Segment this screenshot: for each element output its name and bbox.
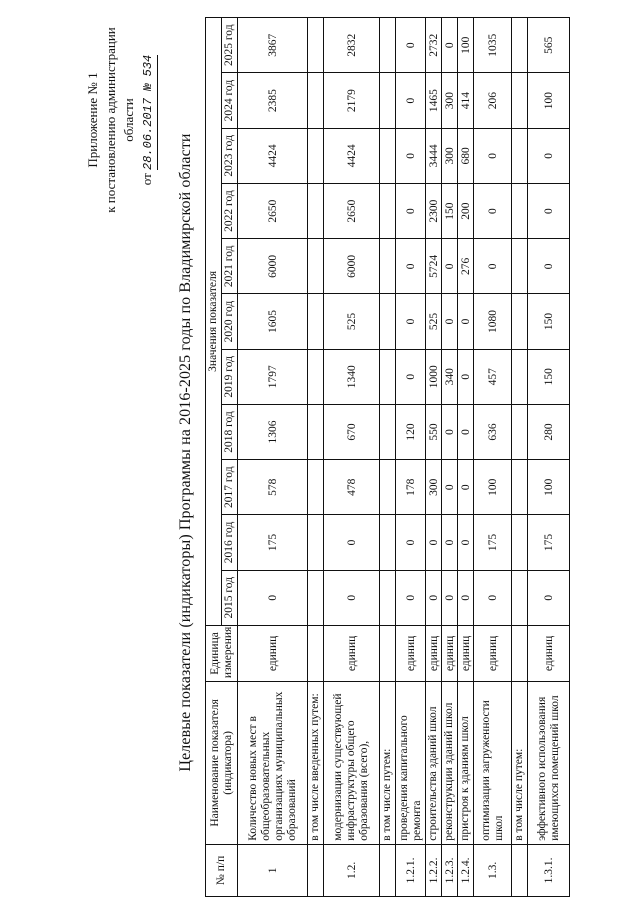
indicator-name: модернизации существующей инфраструктуры общего образования (всего), bbox=[324, 682, 380, 845]
col-unit-header: Единица измерения bbox=[206, 625, 238, 681]
value-cell: 0 bbox=[396, 183, 426, 238]
indicator-name: Количество новых мест в общеобразовательных организациях муниципальных образований bbox=[238, 682, 308, 845]
indicator-name: пристроя к зданиям школ bbox=[458, 682, 474, 845]
year-header: 2017 год bbox=[222, 460, 238, 515]
value-cell: 0 bbox=[442, 18, 458, 73]
value-cell: 578 bbox=[238, 460, 308, 515]
row-number: 1.2.4. bbox=[458, 844, 474, 896]
table-row bbox=[238, 18, 308, 897]
value-cell bbox=[380, 404, 396, 459]
col-num-header: № п/п bbox=[206, 844, 238, 896]
year-header: 2024 год bbox=[222, 73, 238, 128]
indicator-name: в том числе введенных путем: bbox=[308, 682, 324, 845]
year-header: 2025 год bbox=[222, 18, 238, 73]
table-row bbox=[442, 18, 458, 897]
value-cell: 0 bbox=[396, 239, 426, 294]
value-cell: 478 bbox=[324, 460, 380, 515]
value-cell: 670 bbox=[324, 404, 380, 459]
value-cell: 0 bbox=[442, 404, 458, 459]
value-cell bbox=[380, 460, 396, 515]
value-cell: 0 bbox=[324, 515, 380, 570]
value-cell: 0 bbox=[458, 294, 474, 349]
value-cell: 175 bbox=[474, 515, 512, 570]
value-cell: 0 bbox=[442, 294, 458, 349]
appendix-header bbox=[84, 25, 158, 215]
value-cell bbox=[380, 183, 396, 238]
value-cell bbox=[308, 349, 324, 404]
row-number bbox=[380, 844, 396, 896]
value-cell: 340 bbox=[442, 349, 458, 404]
value-cell: 1340 bbox=[324, 349, 380, 404]
year-header: 2023 год bbox=[222, 128, 238, 183]
value-cell: 1605 bbox=[238, 294, 308, 349]
table-row bbox=[528, 18, 570, 897]
value-cell: 0 bbox=[474, 570, 512, 625]
value-cell bbox=[512, 128, 528, 183]
unit-cell: единиц bbox=[442, 625, 458, 681]
value-cell: 2385 bbox=[238, 73, 308, 128]
unit-cell: единиц bbox=[238, 625, 308, 681]
table-body bbox=[238, 18, 570, 897]
unit-cell bbox=[308, 625, 324, 681]
value-cell bbox=[380, 73, 396, 128]
value-cell bbox=[308, 294, 324, 349]
date-value: 28.06.2017 № 534 bbox=[139, 55, 158, 170]
unit-cell: единиц bbox=[458, 625, 474, 681]
value-cell: 2732 bbox=[426, 18, 442, 73]
value-cell: 0 bbox=[458, 570, 474, 625]
value-cell: 300 bbox=[426, 460, 442, 515]
table-row bbox=[474, 18, 512, 897]
value-cell: 280 bbox=[528, 404, 570, 459]
value-cell: 175 bbox=[238, 515, 308, 570]
value-cell bbox=[308, 183, 324, 238]
value-cell bbox=[380, 570, 396, 625]
row-number: 1.3.1. bbox=[528, 844, 570, 896]
value-cell: 0 bbox=[442, 239, 458, 294]
value-cell: 0 bbox=[458, 460, 474, 515]
value-cell: 2650 bbox=[238, 183, 308, 238]
col-values-header: Значения показателя bbox=[206, 18, 222, 626]
value-cell: 150 bbox=[442, 183, 458, 238]
value-cell: 1306 bbox=[238, 404, 308, 459]
indicator-name: эффективного использования имеющихся помещений школ bbox=[528, 682, 570, 845]
value-cell bbox=[512, 294, 528, 349]
value-cell bbox=[512, 570, 528, 625]
value-cell bbox=[512, 18, 528, 73]
row-number: 1.2.2. bbox=[426, 844, 442, 896]
value-cell bbox=[380, 239, 396, 294]
value-cell: 300 bbox=[442, 128, 458, 183]
value-cell: 0 bbox=[458, 349, 474, 404]
table-row bbox=[380, 18, 396, 897]
unit-cell: единиц bbox=[396, 625, 426, 681]
value-cell: 0 bbox=[396, 18, 426, 73]
value-cell: 0 bbox=[442, 515, 458, 570]
year-header: 2020 год bbox=[222, 294, 238, 349]
unit-cell bbox=[512, 625, 528, 681]
table-row bbox=[308, 18, 324, 897]
table-row bbox=[458, 18, 474, 897]
value-cell: 1465 bbox=[426, 73, 442, 128]
value-cell: 150 bbox=[528, 349, 570, 404]
value-cell: 0 bbox=[396, 294, 426, 349]
value-cell bbox=[512, 515, 528, 570]
appendix-label: Приложение № 1 bbox=[85, 72, 100, 168]
row-number: 1.2.1. bbox=[396, 844, 426, 896]
document-title: Целевые показатели (индикаторы) Программы на 2016-2025 годы по Владимирской области bbox=[177, 133, 194, 772]
value-cell bbox=[512, 239, 528, 294]
unit-cell: единиц bbox=[528, 625, 570, 681]
value-cell: 200 bbox=[458, 183, 474, 238]
value-cell: 0 bbox=[528, 570, 570, 625]
value-cell: 525 bbox=[324, 294, 380, 349]
value-cell: 1797 bbox=[238, 349, 308, 404]
unit-cell bbox=[380, 625, 396, 681]
value-cell: 0 bbox=[396, 570, 426, 625]
value-cell: 2650 bbox=[324, 183, 380, 238]
table-row bbox=[426, 18, 442, 897]
value-cell bbox=[380, 18, 396, 73]
indicator-name: в том числе путем: bbox=[512, 682, 528, 845]
indicator-name: оптимизации загруженности школ bbox=[474, 682, 512, 845]
value-cell: 5724 bbox=[426, 239, 442, 294]
table-row bbox=[396, 18, 426, 897]
value-cell bbox=[512, 183, 528, 238]
value-cell: 414 bbox=[458, 73, 474, 128]
value-cell bbox=[512, 73, 528, 128]
value-cell: 100 bbox=[528, 73, 570, 128]
value-cell bbox=[308, 73, 324, 128]
row-number: 1 bbox=[238, 844, 308, 896]
value-cell bbox=[380, 349, 396, 404]
unit-cell: единиц bbox=[324, 625, 380, 681]
value-cell: 0 bbox=[324, 570, 380, 625]
value-cell: 680 bbox=[458, 128, 474, 183]
value-cell: 1000 bbox=[426, 349, 442, 404]
value-cell: 175 bbox=[528, 515, 570, 570]
unit-cell: единиц bbox=[426, 625, 442, 681]
date-prefix: от bbox=[139, 173, 154, 186]
row-number: 1.3. bbox=[474, 844, 512, 896]
value-cell: 0 bbox=[442, 460, 458, 515]
resolution-line: к постановлению администрации bbox=[103, 27, 118, 213]
value-cell: 120 bbox=[396, 404, 426, 459]
value-cell: 2179 bbox=[324, 73, 380, 128]
value-cell: 100 bbox=[474, 460, 512, 515]
value-cell bbox=[308, 18, 324, 73]
region-line: области bbox=[121, 98, 136, 142]
value-cell: 550 bbox=[426, 404, 442, 459]
value-cell: 6000 bbox=[238, 239, 308, 294]
table-row bbox=[512, 18, 528, 897]
value-cell: 0 bbox=[474, 183, 512, 238]
unit-cell: единиц bbox=[474, 625, 512, 681]
value-cell: 3444 bbox=[426, 128, 442, 183]
value-cell: 4424 bbox=[238, 128, 308, 183]
value-cell bbox=[512, 460, 528, 515]
value-cell bbox=[308, 515, 324, 570]
value-cell bbox=[380, 128, 396, 183]
value-cell: 457 bbox=[474, 349, 512, 404]
value-cell bbox=[308, 460, 324, 515]
value-cell: 0 bbox=[426, 570, 442, 625]
value-cell: 0 bbox=[396, 73, 426, 128]
value-cell: 525 bbox=[426, 294, 442, 349]
row-number bbox=[512, 844, 528, 896]
value-cell: 1035 bbox=[474, 18, 512, 73]
value-cell: 150 bbox=[528, 294, 570, 349]
header-row bbox=[206, 18, 222, 897]
value-cell: 636 bbox=[474, 404, 512, 459]
value-cell: 0 bbox=[528, 183, 570, 238]
value-cell: 0 bbox=[474, 239, 512, 294]
value-cell: 0 bbox=[396, 349, 426, 404]
value-cell: 0 bbox=[474, 128, 512, 183]
year-header: 2015 год bbox=[222, 570, 238, 625]
value-cell: 0 bbox=[528, 128, 570, 183]
indicator-name: проведения капитального ремонта bbox=[396, 682, 426, 845]
value-cell: 276 bbox=[458, 239, 474, 294]
date-line bbox=[138, 25, 158, 215]
year-header: 2022 год bbox=[222, 183, 238, 238]
value-cell bbox=[512, 404, 528, 459]
value-cell: 0 bbox=[458, 515, 474, 570]
year-header: 2018 год bbox=[222, 404, 238, 459]
indicator-name: в том числе путем: bbox=[380, 682, 396, 845]
row-number: 1.2.3. bbox=[442, 844, 458, 896]
value-cell bbox=[308, 128, 324, 183]
value-cell: 3867 bbox=[238, 18, 308, 73]
year-header: 2016 год bbox=[222, 515, 238, 570]
indicator-name: реконструкции зданий школ bbox=[442, 682, 458, 845]
year-header: 2019 год bbox=[222, 349, 238, 404]
value-cell: 100 bbox=[458, 18, 474, 73]
year-header: 2021 год bbox=[222, 239, 238, 294]
value-cell: 206 bbox=[474, 73, 512, 128]
value-cell: 178 bbox=[396, 460, 426, 515]
row-number bbox=[308, 844, 324, 896]
value-cell: 4424 bbox=[324, 128, 380, 183]
value-cell bbox=[308, 570, 324, 625]
value-cell: 6000 bbox=[324, 239, 380, 294]
value-cell: 1080 bbox=[474, 294, 512, 349]
value-cell: 0 bbox=[396, 128, 426, 183]
value-cell: 0 bbox=[458, 404, 474, 459]
row-number: 1.2. bbox=[324, 844, 380, 896]
value-cell bbox=[380, 294, 396, 349]
value-cell bbox=[380, 515, 396, 570]
value-cell: 0 bbox=[238, 570, 308, 625]
value-cell bbox=[512, 349, 528, 404]
value-cell: 100 bbox=[528, 460, 570, 515]
table-row bbox=[324, 18, 380, 897]
value-cell: 2832 bbox=[324, 18, 380, 73]
col-name-header: Наименование показателя (индикатора) bbox=[206, 682, 238, 845]
value-cell: 2300 bbox=[426, 183, 442, 238]
value-cell: 0 bbox=[396, 515, 426, 570]
value-cell: 0 bbox=[426, 515, 442, 570]
value-cell: 0 bbox=[442, 570, 458, 625]
value-cell: 0 bbox=[528, 239, 570, 294]
value-cell: 300 bbox=[442, 73, 458, 128]
value-cell bbox=[308, 239, 324, 294]
indicators-table bbox=[205, 17, 570, 897]
value-cell bbox=[308, 404, 324, 459]
indicator-name: строительства зданий школ bbox=[426, 682, 442, 845]
value-cell: 565 bbox=[528, 18, 570, 73]
